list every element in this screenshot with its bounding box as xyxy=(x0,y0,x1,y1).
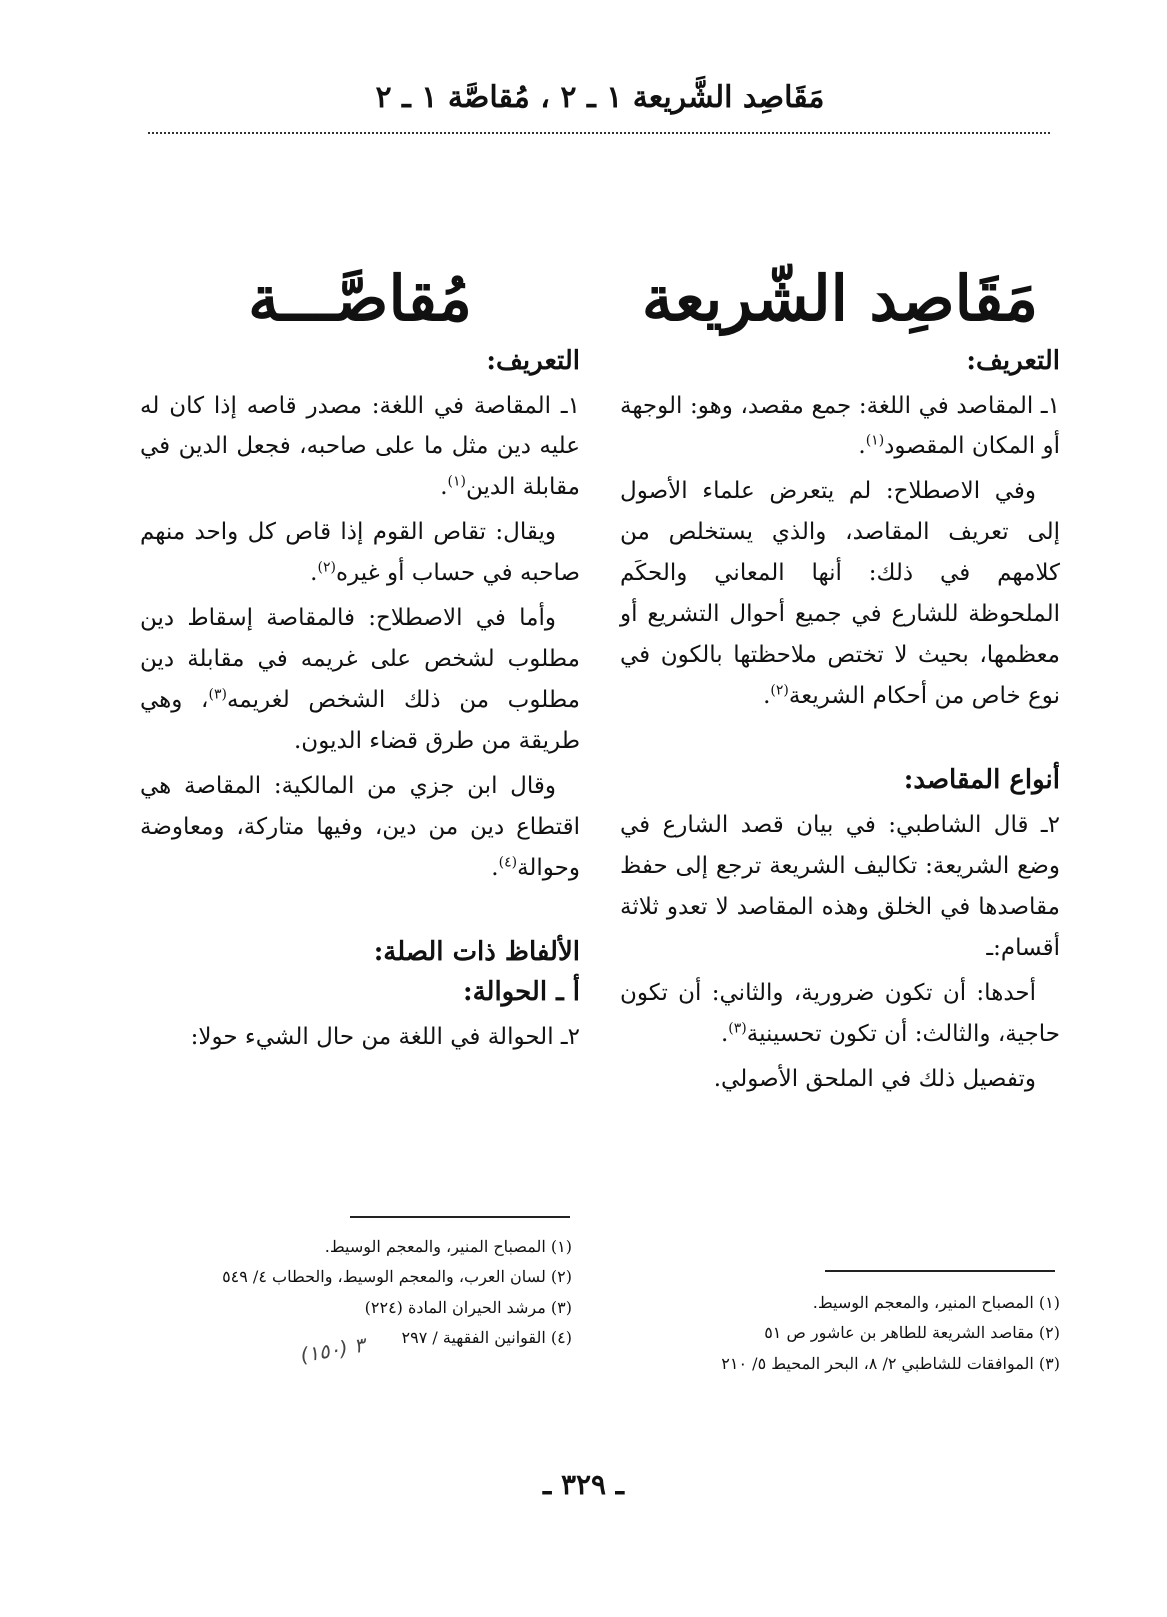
paragraph: وتفصيل ذلك في الملحق الأصولي. xyxy=(713,1065,1036,1092)
paragraph: وأما في الاصطلاح: فالمقاصة إسقاط دين مطلوب لشخص على غريمه في مقابلة دين مطلوب من ذلك الشخص لغريمه$^{(٣)}$، وهي طريقة من طرق قضاء الديون. xyxy=(140,605,581,754)
footnote-ref: (١) xyxy=(865,432,885,449)
footnote-rule xyxy=(350,1216,570,1218)
footnote: (١) المصباح المنير، والمعجم الوسيط. xyxy=(812,1293,1060,1312)
footnote: (٣) مرشد الحيران المادة (٢٢٤) xyxy=(364,1297,572,1317)
footnote-ref: (٣) xyxy=(728,1020,747,1037)
footnote-ref: (١) xyxy=(447,473,466,490)
paragraph: ٢ـ الحوالة في اللغة من حال الشيء حولا: xyxy=(190,1023,580,1050)
footnote-ref: (٢) xyxy=(317,559,336,576)
footnote-rule xyxy=(825,1270,1055,1272)
footnotes-right xyxy=(640,1288,1060,1379)
footnote-ref: (٤) xyxy=(498,854,518,871)
definition-heading: التعريف: xyxy=(486,345,580,376)
handwritten-note: ٣ (١٥٠) xyxy=(298,1332,367,1368)
hawala-subheading: أ ـ الحوالة: xyxy=(463,976,580,1007)
paragraph: ٢ـ قال الشاطبي: في بيان قصد الشارع في وضع الشريعة: تكاليف الشريعة ترجع إلى حفظ مقاصدها في الخلق وهذه المقاصد لا تعدو ثلاثة أقسام:ـ xyxy=(620,812,1060,961)
paragraph: ١ـ المقاصة في اللغة: مصدر قاصه إذا كان له عليه دين مثل ما على صاحبه، فجعل الدين في مقابلة الدين$^{(١)}$. xyxy=(140,392,580,501)
footnote: (٣) الموافقات للشاطبي ٢/ ٨، البحر المحيط ٥/ ٢١٠ xyxy=(721,1353,1060,1373)
entry-title-maqasid: مَقَاصِد الشّريعة xyxy=(641,262,1039,335)
paragraph: أحدها: أن تكون ضرورية، والثاني: أن تكون حاجية، والثالث: أن تكون تحسينية$^{(٣)}$. xyxy=(620,979,1060,1047)
footnote: (٢) لسان العرب، والمعجم الوسيط، والحطاب ٤/ ٥٤٩ xyxy=(222,1267,572,1287)
related-terms-heading: الألفاظ ذات الصلة: xyxy=(373,936,580,967)
entry-title-muqassa: مُقاصَّـــة xyxy=(248,262,472,335)
definition-heading: التعريف: xyxy=(966,345,1060,376)
paragraph: وفي الاصطلاح: لم يتعرض علماء الأصول إلى تعريف المقاصد، والذي يستخلص من كلامهم في ذلك: أنها المعاني والحكَم الملحوظة للشارع في جميع أحوال التشريع أو معظمها، بحيث لا تختص ملاحظتها بالكون في نوع خاص من أحكام الشريعة$^{(٢)}$. xyxy=(620,478,1060,710)
paragraph: وقال ابن جزي من المالكية: المقاصة هي اقتطاع دين من دين، وفيها متاركة، ومعاوضة وحوالة$^{(٤)}$. xyxy=(140,772,580,881)
footnote-ref: (٢) xyxy=(770,682,789,699)
paragraph: ويقال: تقاص القوم إذا قاص كل واحد منهم صاحبه في حساب أو غيره$^{(٢)}$. xyxy=(140,519,580,587)
footnotes-left xyxy=(180,1232,572,1354)
footnote: (١) المصباح المنير، والمعجم الوسيط. xyxy=(324,1237,572,1256)
types-heading: أنواع المقاصد: xyxy=(903,765,1060,795)
footnote-ref: (٣) xyxy=(208,686,227,703)
header-dotted-rule xyxy=(148,132,1050,134)
page-number: ـ ٣٢٩ ـ xyxy=(542,1468,625,1501)
left-column xyxy=(140,260,580,1062)
footnote: (٤) القوانين الفقهية / ٢٩٧ xyxy=(401,1328,572,1348)
running-header: مَقَاصِد الشَّريعة ١ ـ ٢ ، مُقاصَّة ١ ـ ٢ xyxy=(375,80,825,115)
paragraph: ١ـ المقاصد في اللغة: جمع مقصد، وهو: الوجهة أو المكان المقصود$^{(١)}$. xyxy=(620,392,1060,460)
right-column xyxy=(620,260,1060,1104)
footnote: (٢) مقاصد الشريعة للطاهر بن عاشور ص ٥١ xyxy=(764,1323,1060,1343)
